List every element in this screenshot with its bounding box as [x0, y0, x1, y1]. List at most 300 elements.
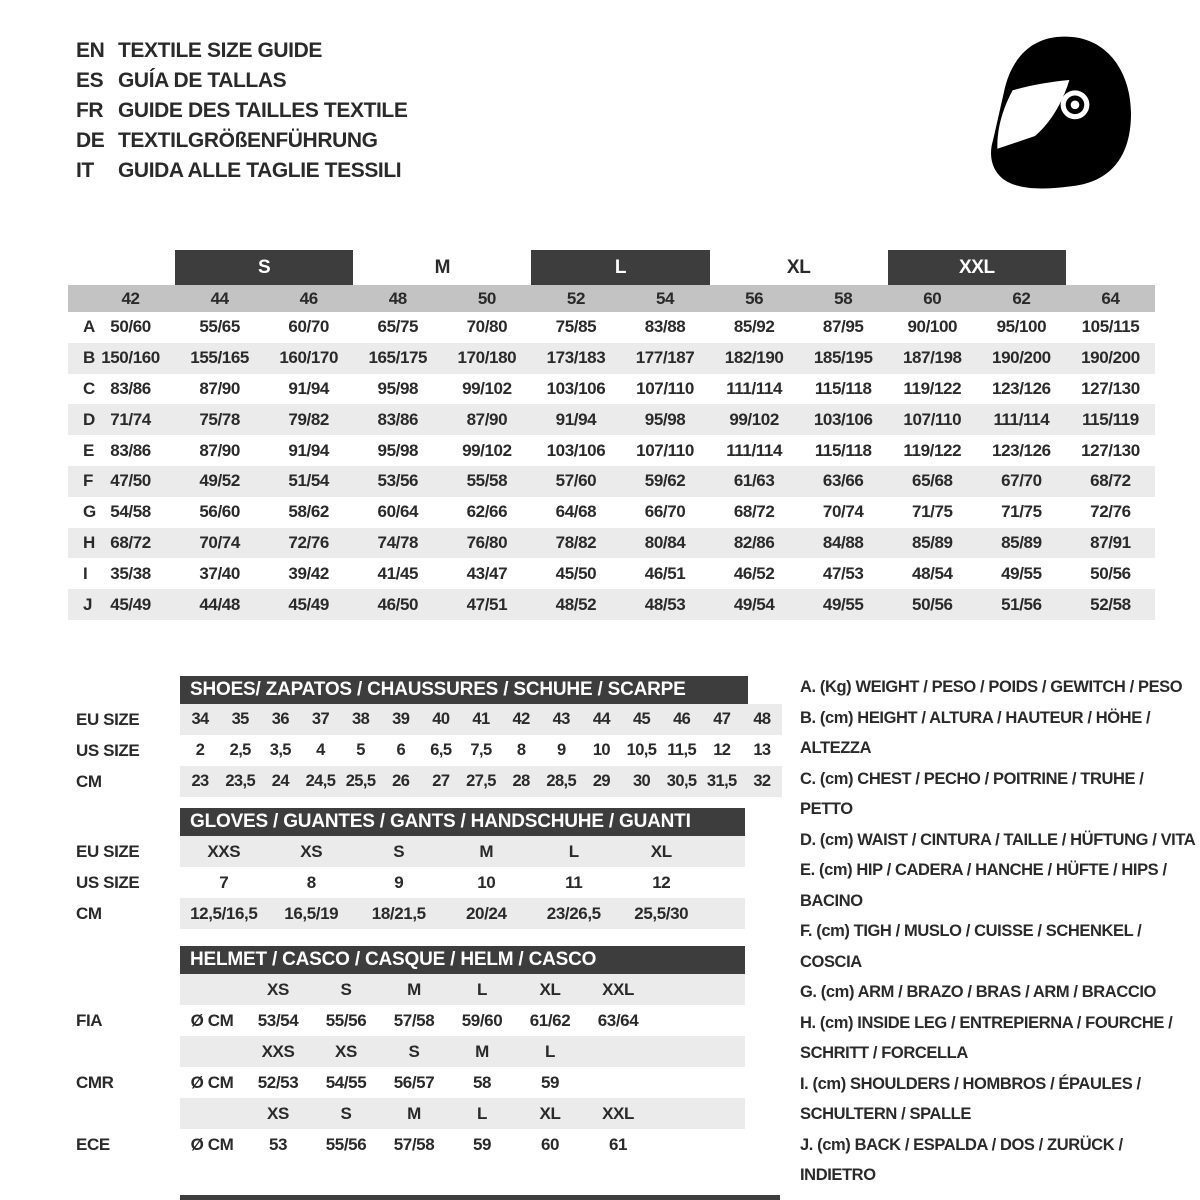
- language-row-it: [76, 156, 407, 186]
- size-value: 87/91: [1090, 532, 1131, 552]
- shoes-rows: [68, 704, 782, 797]
- helmet-size-value: 61: [608, 1134, 628, 1154]
- language-row-fr: [76, 96, 407, 126]
- size-value: 49/54: [733, 594, 775, 614]
- helmet-size-label: M: [448, 1036, 516, 1067]
- numeric-size: 54: [655, 288, 675, 308]
- helmet-unit-spacer: [180, 974, 244, 1005]
- shoes-value: 30,5: [662, 766, 702, 797]
- measurement-item-a: A. (Kg) WEIGHT / PESO / POIDS / GEWITCH / PESO: [800, 678, 1183, 696]
- helmet-sizes-row-fia: [68, 974, 745, 1005]
- size-value: 90/100: [907, 317, 958, 337]
- shoes-value: 9: [556, 741, 566, 759]
- size-value: 190/200: [992, 348, 1051, 368]
- shoes-section-title: SHOES/ ZAPATOS / CHAUSSURES / SCHUHE / SCARPE: [180, 676, 748, 704]
- size-value: 65/75: [377, 317, 419, 337]
- size-value: 190/200: [1081, 348, 1140, 368]
- size-value: 49/55: [822, 594, 864, 614]
- shoes-value: 39: [381, 704, 421, 735]
- gloves-row-label: EU SIZE: [76, 841, 140, 861]
- size-value: 123/126: [992, 378, 1051, 398]
- size-value: 115/119: [1082, 409, 1139, 429]
- shoes-value: 2: [195, 741, 205, 759]
- textile-row-f: [68, 466, 1155, 497]
- gloves-value: L: [530, 836, 618, 867]
- textile-row-e: [68, 435, 1155, 466]
- helmet-values-row-cmr: [68, 1067, 745, 1098]
- size-value: 107/110: [903, 409, 962, 429]
- gloves-row-eu-size: [68, 836, 745, 867]
- shoes-value: 30: [621, 766, 661, 797]
- size-value: 155/165: [190, 348, 249, 368]
- helmet-size-label: XL: [516, 1098, 584, 1129]
- language-title: TEXTILE SIZE GUIDE: [118, 39, 322, 62]
- size-value: 185/195: [813, 348, 873, 368]
- shoes-value: 32: [742, 766, 782, 797]
- size-value: 46/52: [733, 563, 775, 583]
- size-value: 70/74: [822, 502, 864, 522]
- numeric-size: 62: [1012, 288, 1031, 308]
- helmet-sizes-filler: [652, 1036, 745, 1067]
- size-value: 85/89: [1001, 532, 1042, 552]
- size-value: 107/110: [636, 378, 694, 398]
- helmet-standard-label: ECE: [76, 1134, 110, 1154]
- gloves-value: 7: [219, 872, 229, 892]
- size-value: 46/51: [644, 563, 686, 583]
- size-value: 72/76: [288, 532, 329, 552]
- measurement-item-d: D. (cm) WAIST / CINTURA / TAILLE / HÜFTUNG / VITA: [800, 830, 1196, 849]
- shoes-value: 13: [753, 741, 771, 759]
- helmet-size-value: 61/62: [529, 1010, 571, 1030]
- size-value: 60/64: [377, 502, 419, 522]
- helmet-unit-spacer: [180, 1036, 244, 1067]
- size-value: 83/86: [110, 440, 151, 460]
- measurement-item-g: G. (cm) ARM / BRAZO / BRAS / ARM / BRACCIO: [800, 983, 1156, 1001]
- size-value: 71/74: [110, 409, 151, 429]
- helmet-size-value: [584, 1067, 652, 1098]
- size-value: 37/40: [199, 563, 240, 583]
- letter-size-row: [68, 250, 1155, 285]
- size-value: 65/68: [912, 471, 953, 491]
- size-value: 48/54: [912, 563, 953, 583]
- measurement-item-f: F. (cm) TIGH / MUSLO / CUISSE / SCHENKEL / COSCIA: [800, 922, 1142, 971]
- shoes-value: 48: [742, 704, 782, 735]
- shoes-value: 28,5: [541, 766, 581, 797]
- gloves-filler-cell: [705, 867, 745, 898]
- size-value: 82/86: [733, 532, 775, 552]
- size-value: 87/90: [466, 409, 508, 429]
- measurement-item-e: E. (cm) HIP / CADERA / HANCHE / HÜFTE / HIPS / BACINO: [800, 861, 1167, 910]
- gloves-value: 11: [565, 872, 583, 892]
- size-value: 43/47: [466, 563, 508, 583]
- language-list: [76, 36, 407, 186]
- size-value: 61/63: [733, 471, 775, 491]
- row-letter: D: [83, 409, 95, 429]
- textile-size-table: [68, 250, 1155, 620]
- size-value: 160/170: [279, 348, 339, 368]
- helmet-size-value: 56/57: [393, 1072, 435, 1092]
- size-value: 111/114: [726, 378, 783, 398]
- size-value: 55/58: [466, 471, 508, 491]
- gloves-row-label: US SIZE: [76, 872, 140, 892]
- numeric-size: 44: [210, 288, 229, 308]
- size-value: 78/82: [555, 532, 597, 552]
- helmet-size-value: 57/58: [393, 1134, 435, 1154]
- row-letter: E: [83, 440, 94, 460]
- helmet-size-value: 52/53: [257, 1072, 299, 1092]
- numeric-size: 46: [299, 288, 318, 308]
- shoes-value: 11,5: [667, 741, 697, 759]
- row-letter: J: [83, 594, 93, 614]
- gloves-value: 23/26,5: [530, 898, 618, 929]
- measurement-item-i: I. (cm) SHOULDERS / HOMBROS / ÉPAULES / SCHULTERN / SPALLE: [800, 1074, 1141, 1123]
- gloves-row-us-size: [68, 867, 745, 898]
- gloves-value: XS: [268, 836, 356, 867]
- size-value: 119/122: [903, 378, 962, 398]
- gloves-value: 9: [394, 872, 404, 892]
- gloves-section-title: GLOVES / GUANTES / GANTS / HANDSCHUHE / GUANTI: [180, 808, 745, 836]
- helmet-standard-label: FIA: [76, 1010, 103, 1030]
- size-value: 83/86: [377, 409, 419, 429]
- size-label-xl: XL: [786, 256, 811, 278]
- helmet-size-value: 53/54: [257, 1010, 299, 1030]
- helmet-size-label: L: [448, 974, 516, 1005]
- shoes-row-us-size: [68, 735, 782, 766]
- shoes-value: 31,5: [702, 766, 742, 797]
- helmet-size-label: M: [380, 1098, 448, 1129]
- row-letter: H: [83, 532, 95, 552]
- gloves-filler-cell: [705, 836, 745, 867]
- shoes-value: 35: [220, 704, 260, 735]
- numeric-size: 58: [834, 288, 853, 308]
- size-value: 67/70: [1001, 471, 1042, 491]
- measurement-legend: [800, 672, 1196, 1191]
- gloves-value: M: [443, 836, 531, 867]
- size-value: 66/70: [644, 502, 686, 522]
- language-code: EN: [76, 39, 105, 62]
- helmet-size-value: 53: [268, 1134, 288, 1154]
- size-value: 70/80: [466, 317, 508, 337]
- helmet-size-value: 55/56: [325, 1010, 367, 1030]
- size-value: 53/56: [377, 471, 419, 491]
- language-title: GUÍA DE TALLAS: [118, 69, 287, 92]
- helmet-size-value: 59/60: [461, 1010, 503, 1030]
- textile-table-body: [68, 312, 1155, 620]
- shoes-value: 42: [501, 704, 541, 735]
- size-value: 35/38: [110, 563, 151, 583]
- size-value: 84/88: [822, 532, 864, 552]
- row-letter: G: [83, 502, 96, 522]
- size-value: 55/65: [199, 317, 240, 337]
- helmet-size-label: XXL: [584, 974, 652, 1005]
- size-value: 74/78: [377, 532, 419, 552]
- size-value: 48/52: [555, 594, 597, 614]
- size-label-xxl: XXL: [888, 250, 1066, 285]
- size-value: 51/54: [288, 471, 329, 491]
- helmet-values-row-fia: [68, 1005, 745, 1036]
- shoes-value: 10,5: [626, 741, 657, 759]
- shoes-value: 27,5: [461, 766, 501, 797]
- textile-row-i: [68, 558, 1155, 589]
- helmet-size-value: 59: [472, 1134, 492, 1154]
- helmet-size-value: 60: [540, 1134, 560, 1154]
- size-value: 150/160: [101, 348, 160, 368]
- shoes-value: 26: [381, 766, 421, 797]
- size-value: 50/56: [912, 594, 953, 614]
- size-value: 127/130: [1081, 378, 1140, 398]
- helmet-sizes-filler: [652, 974, 745, 1005]
- textile-row-b: [68, 343, 1155, 374]
- gloves-section: [68, 808, 745, 929]
- textile-row-h: [68, 528, 1155, 559]
- helmet-values-row-ece: [68, 1129, 745, 1160]
- shoes-value: 10: [592, 741, 610, 759]
- size-label-l: L: [531, 250, 709, 285]
- gloves-value: 20/24: [443, 898, 531, 929]
- numeric-size: 64: [1101, 288, 1120, 308]
- size-value: 99/102: [462, 440, 512, 460]
- textile-row-g: [68, 497, 1155, 528]
- size-value: 83/88: [644, 317, 686, 337]
- shoes-value: 24: [260, 766, 300, 797]
- shoes-value: 23: [180, 766, 220, 797]
- size-value: 39/42: [288, 563, 329, 583]
- numeric-size: 52: [566, 288, 585, 308]
- size-value: 56/60: [199, 502, 240, 522]
- helmet-size-label: XS: [244, 974, 312, 1005]
- shoes-value: 27: [421, 766, 461, 797]
- size-value: 115/118: [814, 378, 872, 398]
- size-value: 50/60: [110, 317, 151, 337]
- helmet-unit-label: Ø CM: [190, 1134, 234, 1154]
- size-value: 111/114: [993, 409, 1050, 429]
- helmet-rows: [68, 974, 745, 1160]
- language-code: IT: [76, 159, 94, 182]
- measurement-item-b: B. (cm) HEIGHT / ALTURA / HAUTEUR / HÖHE / ALTEZZA: [800, 708, 1151, 757]
- size-value: 177/187: [635, 348, 695, 368]
- language-row-es: [76, 66, 407, 96]
- size-value: 63/66: [822, 471, 864, 491]
- helmet-size-label: L: [516, 1036, 584, 1067]
- row-letter: F: [83, 471, 93, 491]
- gloves-value: 12: [652, 872, 671, 892]
- size-value: 72/76: [1090, 502, 1131, 522]
- shoes-row-label: CM: [76, 771, 102, 791]
- helmet-size-label: S: [312, 974, 380, 1005]
- shoes-row-eu-size: [68, 704, 782, 735]
- size-value: 75/85: [555, 317, 597, 337]
- size-value: 79/82: [288, 409, 329, 429]
- helmet-values-filler: [652, 1067, 745, 1098]
- size-value: 99/102: [462, 378, 512, 398]
- size-value: 45/49: [288, 594, 329, 614]
- size-value: 68/72: [110, 532, 151, 552]
- helmet-size-label: S: [312, 1098, 380, 1129]
- helmet-size-value: 55/56: [325, 1134, 367, 1154]
- size-value: 41/45: [377, 563, 419, 583]
- helmet-standard-label: CMR: [76, 1072, 114, 1092]
- size-value: 45/50: [555, 563, 597, 583]
- size-value: 60/70: [288, 317, 329, 337]
- language-code: ES: [76, 69, 104, 92]
- size-value: 47/51: [466, 594, 508, 614]
- size-label-m: M: [434, 256, 451, 278]
- gloves-row-label: CM: [76, 903, 102, 923]
- helmet-sizes-spacer: [68, 974, 180, 1005]
- shoes-value: 23,5: [220, 766, 260, 797]
- size-value: 95/98: [644, 409, 686, 429]
- size-value: 182/190: [724, 348, 784, 368]
- size-value: 48/53: [644, 594, 686, 614]
- helmet-sizes-spacer: [68, 1036, 180, 1067]
- row-letter: I: [83, 563, 88, 583]
- helmet-size-label: XS: [312, 1036, 380, 1067]
- shoes-value: 29: [581, 766, 621, 797]
- shoes-value: 25,5: [341, 766, 381, 797]
- gloves-value: 16,5/19: [268, 898, 356, 929]
- size-value: 95/100: [996, 317, 1047, 337]
- shoes-value: 6: [396, 741, 406, 759]
- size-value: 119/122: [903, 440, 962, 460]
- helmet-size-value: 57/58: [393, 1010, 435, 1030]
- gloves-value: XXS: [180, 836, 268, 867]
- size-value: 44/48: [199, 594, 240, 614]
- size-value: 71/75: [1001, 502, 1042, 522]
- size-value: 85/89: [912, 532, 953, 552]
- size-value: 64/68: [555, 502, 597, 522]
- size-value: 99/102: [729, 409, 779, 429]
- size-value: 103/106: [546, 378, 606, 398]
- helmet-section-title: HELMET / CASCO / CASQUE / HELM / CASCO: [180, 946, 745, 974]
- numeric-size: 42: [121, 288, 140, 308]
- shoes-value: 40: [421, 704, 461, 735]
- gloves-rows: [68, 836, 745, 929]
- shoes-row-label: EU SIZE: [76, 709, 140, 729]
- gloves-value: 10: [477, 872, 496, 892]
- helmet-size-value: 63/64: [597, 1010, 639, 1030]
- size-value: 111/114: [726, 440, 783, 460]
- size-value: 105/115: [1081, 317, 1140, 337]
- size-value: 76/80: [466, 532, 508, 552]
- helmet-sizes-row-ece: [68, 1098, 745, 1129]
- size-value: 54/58: [110, 502, 151, 522]
- shoes-value: 7,5: [470, 741, 492, 759]
- gloves-value: 12,5/16,5: [180, 898, 268, 929]
- helmet-section: [68, 946, 745, 1160]
- gloves-value: 25,5/30: [618, 898, 706, 929]
- language-code: FR: [76, 99, 104, 122]
- helmet-unit-spacer: [180, 1098, 244, 1129]
- language-title: GUIDE DES TAILLES TEXTILE: [118, 99, 408, 122]
- gloves-value: 18/21,5: [355, 898, 443, 929]
- size-value: 85/92: [733, 317, 775, 337]
- numeric-size: 50: [477, 288, 496, 308]
- helmet-values-filler: [652, 1129, 745, 1160]
- size-value: 62/66: [466, 502, 508, 522]
- shoes-value: 43: [541, 704, 581, 735]
- size-value: 46/50: [377, 594, 419, 614]
- textile-row-j: [68, 589, 1155, 620]
- language-title: GUIDA ALLE TAGLIE TESSILI: [118, 159, 402, 182]
- language-title: TEXTILGRÖßENFÜHRUNG: [118, 129, 378, 152]
- numeric-size: 60: [923, 288, 942, 308]
- numeric-size-row: [68, 285, 1155, 312]
- shoes-value: 24,5: [300, 766, 340, 797]
- shoes-value: 47: [702, 704, 742, 735]
- size-value: 68/72: [733, 502, 775, 522]
- size-value: 87/95: [822, 317, 864, 337]
- size-value: 49/52: [199, 471, 240, 491]
- shoes-value: 2,5: [229, 741, 251, 759]
- textile-row-c: [68, 374, 1155, 405]
- size-value: 70/74: [199, 532, 240, 552]
- size-value: 47/50: [110, 471, 151, 491]
- language-code: DE: [76, 129, 105, 152]
- size-value: 87/90: [199, 440, 240, 460]
- size-value: 170/180: [457, 348, 517, 368]
- helmet-size-label: XL: [516, 974, 584, 1005]
- shoes-value: 6,5: [430, 741, 452, 759]
- helmet-size-label: XS: [244, 1098, 312, 1129]
- shoes-value: 44: [581, 704, 621, 735]
- shoes-value: 45: [621, 704, 661, 735]
- size-value: 83/86: [110, 378, 151, 398]
- size-value: 123/126: [992, 440, 1051, 460]
- size-value: 115/118: [814, 440, 872, 460]
- row-letter: C: [83, 378, 95, 398]
- gloves-row-cm: [68, 898, 745, 929]
- shoes-value: 36: [260, 704, 300, 735]
- size-value: 57/60: [555, 471, 597, 491]
- helmet-sizes-spacer: [68, 1098, 180, 1129]
- racing-helmet-icon: [978, 32, 1140, 192]
- language-row-de: [76, 126, 407, 156]
- helmet-size-label: XXL: [584, 1098, 652, 1129]
- size-value: 107/110: [636, 440, 694, 460]
- textile-row-a: [68, 312, 1155, 343]
- size-value: 91/94: [555, 409, 597, 429]
- size-value: 68/72: [1090, 471, 1131, 491]
- helmet-size-value: 58: [472, 1072, 492, 1092]
- shoes-value: 8: [516, 741, 526, 759]
- size-value: 91/94: [288, 440, 329, 460]
- size-value: 103/106: [546, 440, 606, 460]
- language-row-en: [76, 36, 407, 66]
- size-value: 58/62: [288, 502, 329, 522]
- shoes-value: 46: [662, 704, 702, 735]
- size-value: 47/53: [822, 563, 864, 583]
- helmet-size-label: S: [380, 1036, 448, 1067]
- measurement-item-c: C. (cm) CHEST / PECHO / POITRINE / TRUHE / PETTO: [800, 769, 1144, 818]
- shoes-value: 28: [501, 766, 541, 797]
- size-label-s: S: [175, 250, 353, 285]
- shoes-row-cm: [68, 766, 782, 797]
- gloves-value: S: [355, 836, 443, 867]
- helmet-size-label: L: [448, 1098, 516, 1129]
- shoes-value: 34: [180, 704, 220, 735]
- helmet-size-value: 59: [540, 1072, 560, 1092]
- size-value: 95/98: [377, 378, 419, 398]
- shoes-value: 5: [356, 741, 365, 759]
- size-value: 51/56: [1001, 594, 1042, 614]
- gloves-value: 8: [306, 872, 316, 892]
- shoes-value: 3,5: [269, 741, 291, 759]
- row-letter: B: [83, 348, 95, 368]
- size-value: 103/106: [813, 409, 873, 429]
- measurement-item-h: H. (cm) INSIDE LEG / ENTREPIERNA / FOURCHE / SCHRITT / FORCELLA: [800, 1013, 1173, 1062]
- helmet-size-label: M: [380, 974, 448, 1005]
- size-value: 75/78: [199, 409, 240, 429]
